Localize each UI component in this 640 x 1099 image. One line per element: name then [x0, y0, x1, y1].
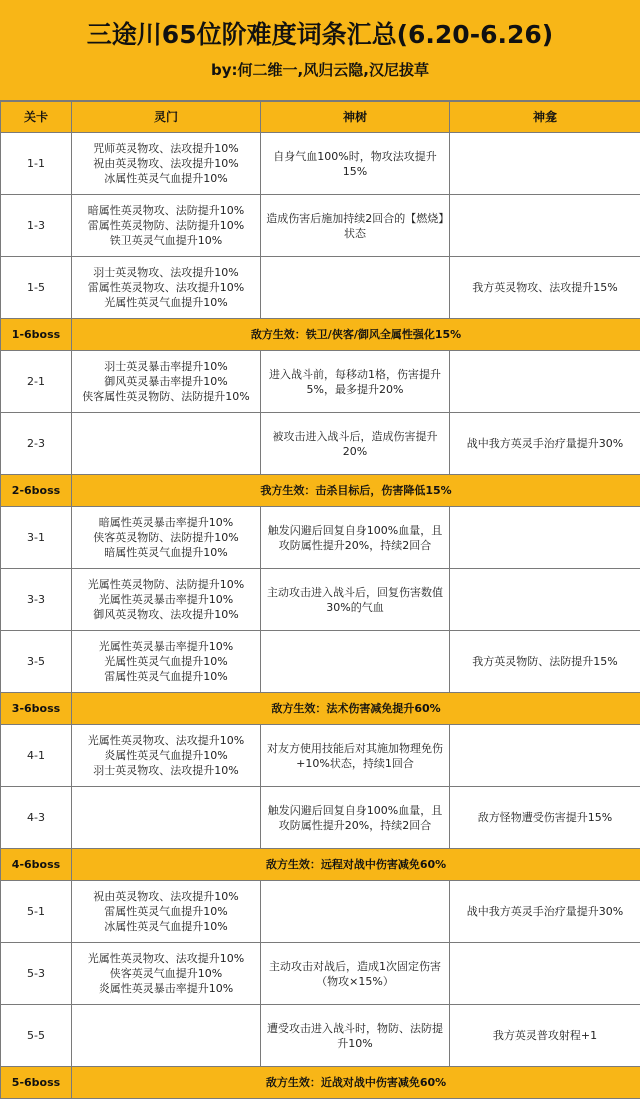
shenshu-cell: 主动攻击对战后，造成1次固定伤害（物攻×15%）: [261, 943, 450, 1005]
shenshu-cell: 对友方使用技能后对其施加物理免伤+10%状态，持续1回合: [261, 725, 450, 787]
shenkan-cell: [450, 195, 640, 257]
column-header-shenkan: 神龛: [450, 102, 640, 133]
table-row: [1, 569, 640, 631]
shenkan-cell: 敌方怪物遭受伤害提升15%: [450, 787, 640, 849]
boss-row: [1, 319, 640, 351]
page-subtitle: by:何二维一,风归云隐,汉尼拔草: [0, 60, 640, 80]
level-cell: 2-1: [1, 351, 72, 413]
lingmen-cell: 羽士英灵暴击率提升10% 御风英灵暴击率提升10% 侠客属性英灵物防、法防提升10%: [72, 351, 261, 413]
table-row: [1, 1005, 640, 1067]
lingmen-cell: 祝由英灵物攻、法攻提升10% 雷属性英灵气血提升10% 冰属性英灵气血提升10%: [72, 881, 261, 943]
shenshu-cell: 遭受攻击进入战斗时，物防、法防提升10%: [261, 1005, 450, 1067]
shenkan-cell: 战中我方英灵手治疗量提升30%: [450, 413, 640, 475]
shenshu-cell: 触发闪避后回复自身100%血量，且攻防属性提升20%，持续2回合: [261, 787, 450, 849]
level-cell: 1-6boss: [1, 319, 72, 351]
level-cell: 4-3: [1, 787, 72, 849]
table-row: [1, 507, 640, 569]
table-row: [1, 631, 640, 693]
level-cell: 1-3: [1, 195, 72, 257]
lingmen-cell: 咒师英灵物攻、法攻提升10% 祝由英灵物攻、法攻提升10% 冰属性英灵气血提升10%: [72, 133, 261, 195]
table-header-row: [1, 102, 640, 133]
lingmen-cell: 光属性英灵物攻、法攻提升10% 侠客英灵气血提升10% 炎属性英灵暴击率提升10%: [72, 943, 261, 1005]
level-cell: 5-1: [1, 881, 72, 943]
level-cell: 3-5: [1, 631, 72, 693]
boss-row: [1, 849, 640, 881]
level-cell: 3-6boss: [1, 693, 72, 725]
boss-effect-cell: 敌方生效：法术伤害减免提升60%: [72, 693, 640, 725]
lingmen-cell: 光属性英灵物防、法防提升10% 光属性英灵暴击率提升10% 御风英灵物攻、法攻提升10%: [72, 569, 261, 631]
shenshu-cell: 被攻击进入战斗后，造成伤害提升20%: [261, 413, 450, 475]
page-header: [0, 0, 640, 101]
table-row: [1, 195, 640, 257]
table-row: [1, 943, 640, 1005]
level-cell: 1-5: [1, 257, 72, 319]
lingmen-cell: 暗属性英灵暴击率提升10% 侠客英灵物防、法防提升10% 暗属性英灵气血提升10%: [72, 507, 261, 569]
shenshu-cell: 进入战斗前，每移动1格，伤害提升5%，最多提升20%: [261, 351, 450, 413]
lingmen-cell: 光属性英灵暴击率提升10% 光属性英灵气血提升10% 雷属性英灵气血提升10%: [72, 631, 261, 693]
level-cell: 5-6boss: [1, 1067, 72, 1099]
table-row: [1, 133, 640, 195]
shenkan-cell: 战中我方英灵手治疗量提升30%: [450, 881, 640, 943]
column-header-shenshu: 神树: [261, 102, 450, 133]
level-cell: 4-6boss: [1, 849, 72, 881]
lingmen-cell: [72, 1005, 261, 1067]
level-cell: 2-3: [1, 413, 72, 475]
table-body: [1, 133, 640, 1099]
difficulty-table: [0, 101, 640, 1099]
table-row: [1, 351, 640, 413]
table-row: [1, 881, 640, 943]
level-cell: 5-5: [1, 1005, 72, 1067]
level-cell: 3-1: [1, 507, 72, 569]
shenkan-cell: [450, 351, 640, 413]
shenkan-cell: 我方英灵物防、法防提升15%: [450, 631, 640, 693]
level-cell: 1-1: [1, 133, 72, 195]
shenshu-cell: [261, 631, 450, 693]
shenkan-cell: [450, 943, 640, 1005]
shenshu-cell: 造成伤害后施加持续2回合的【燃烧】状态: [261, 195, 450, 257]
table-row: [1, 787, 640, 849]
page-title: 三途川65位阶难度词条汇总(6.20-6.26): [0, 20, 640, 50]
boss-effect-cell: 敌方生效：远程对战中伤害减免60%: [72, 849, 640, 881]
shenshu-cell: [261, 881, 450, 943]
lingmen-cell: 暗属性英灵物攻、法防提升10% 雷属性英灵物防、法防提升10% 铁卫英灵气血提升10%: [72, 195, 261, 257]
lingmen-cell: [72, 787, 261, 849]
shenkan-cell: [450, 725, 640, 787]
level-cell: 3-3: [1, 569, 72, 631]
lingmen-cell: 光属性英灵物攻、法攻提升10% 炎属性英灵气血提升10% 羽士英灵物攻、法攻提升10%: [72, 725, 261, 787]
column-header-lingmen: 灵门: [72, 102, 261, 133]
shenkan-cell: [450, 569, 640, 631]
shenshu-cell: 自身气血100%时，物攻法攻提升15%: [261, 133, 450, 195]
level-cell: 4-1: [1, 725, 72, 787]
level-cell: 2-6boss: [1, 475, 72, 507]
boss-effect-cell: 我方生效：击杀目标后，伤害降低15%: [72, 475, 640, 507]
boss-effect-cell: 敌方生效：铁卫/侠客/御风全属性强化15%: [72, 319, 640, 351]
table-row: [1, 725, 640, 787]
shenkan-cell: [450, 507, 640, 569]
shenkan-cell: 我方英灵普攻射程+1: [450, 1005, 640, 1067]
shenshu-cell: 主动攻击进入战斗后，回复伤害数值30%的气血: [261, 569, 450, 631]
table-row: [1, 257, 640, 319]
shenkan-cell: 我方英灵物攻、法攻提升15%: [450, 257, 640, 319]
boss-row: [1, 693, 640, 725]
lingmen-cell: [72, 413, 261, 475]
lingmen-cell: 羽士英灵物攻、法攻提升10% 雷属性英灵物攻、法攻提升10% 光属性英灵气血提升10%: [72, 257, 261, 319]
boss-row: [1, 475, 640, 507]
column-header-level: 关卡: [1, 102, 72, 133]
shenkan-cell: [450, 133, 640, 195]
shenshu-cell: [261, 257, 450, 319]
level-cell: 5-3: [1, 943, 72, 1005]
shenshu-cell: 触发闪避后回复自身100%血量，且攻防属性提升20%，持续2回合: [261, 507, 450, 569]
boss-effect-cell: 敌方生效：近战对战中伤害减免60%: [72, 1067, 640, 1099]
table-row: [1, 413, 640, 475]
